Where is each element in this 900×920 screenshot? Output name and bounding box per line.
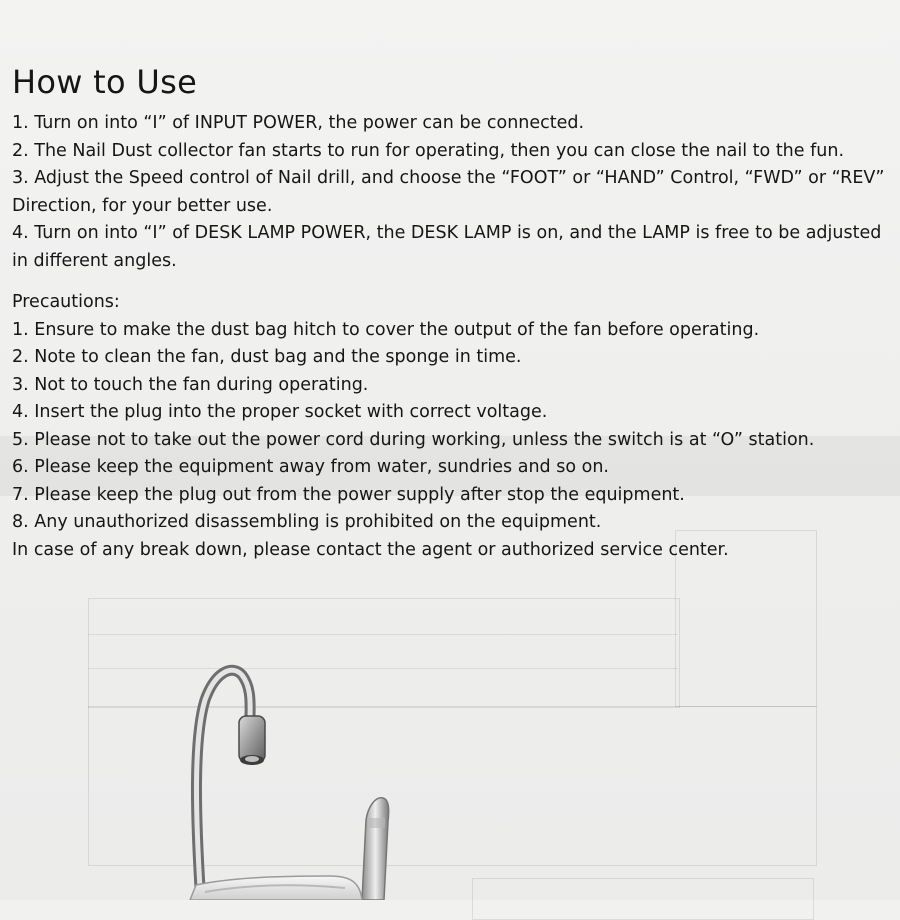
step-item: 3. Adjust the Speed control of Nail drill, and choose the “FOOT” or “HAND” Control, “FWD” or “REV” Direction, for your better use. xyxy=(12,168,885,216)
how-to-use-steps xyxy=(12,110,888,275)
bleed-through-notes-box xyxy=(88,706,817,866)
precaution-item: 7. Please keep the plug out from the power supply after stop the equipment. xyxy=(12,484,685,505)
precaution-item: 3. Not to touch the fan during operating. xyxy=(12,374,369,395)
bleed-through-line xyxy=(88,634,678,635)
step-item: 4. Turn on into “I” of DESK LAMP POWER, the DESK LAMP is on, and the LAMP is free to be adjusted in different angles. xyxy=(12,223,882,271)
step-item: 2. The Nail Dust collector fan starts to run for operating, then you can close the nail to the fun. xyxy=(12,140,845,161)
instruction-sheet xyxy=(12,62,888,564)
precautions-list xyxy=(12,317,888,537)
precaution-item: 1. Ensure to make the dust bag hitch to cover the output of the fan before operating. xyxy=(12,319,760,340)
precaution-item: 5. Please not to take out the power cord during working, unless the switch is at “O” station. xyxy=(12,429,815,450)
bleed-through-line xyxy=(88,668,678,669)
precaution-item: 8. Any unauthorized disassembling is prohibited on the equipment. xyxy=(12,512,602,532)
precaution-item: 4. Insert the plug into the proper socket with correct voltage. xyxy=(12,402,548,422)
precaution-item: 6. Please keep the equipment away from water, sundries and so on. xyxy=(12,457,609,477)
step-item: 1. Turn on into “I” of INPUT POWER, the power can be connected. xyxy=(12,113,585,133)
precautions-heading: Precautions: xyxy=(12,292,120,312)
bleed-through-table-left xyxy=(88,598,680,708)
precaution-item: 2. Note to clean the fan, dust bag and the sponge in time. xyxy=(12,347,522,367)
bleed-through-box-bottom xyxy=(472,878,814,920)
page-title: How to Use xyxy=(12,63,198,101)
service-note: In case of any break down, please contact the agent or authorized service center. xyxy=(12,539,729,560)
